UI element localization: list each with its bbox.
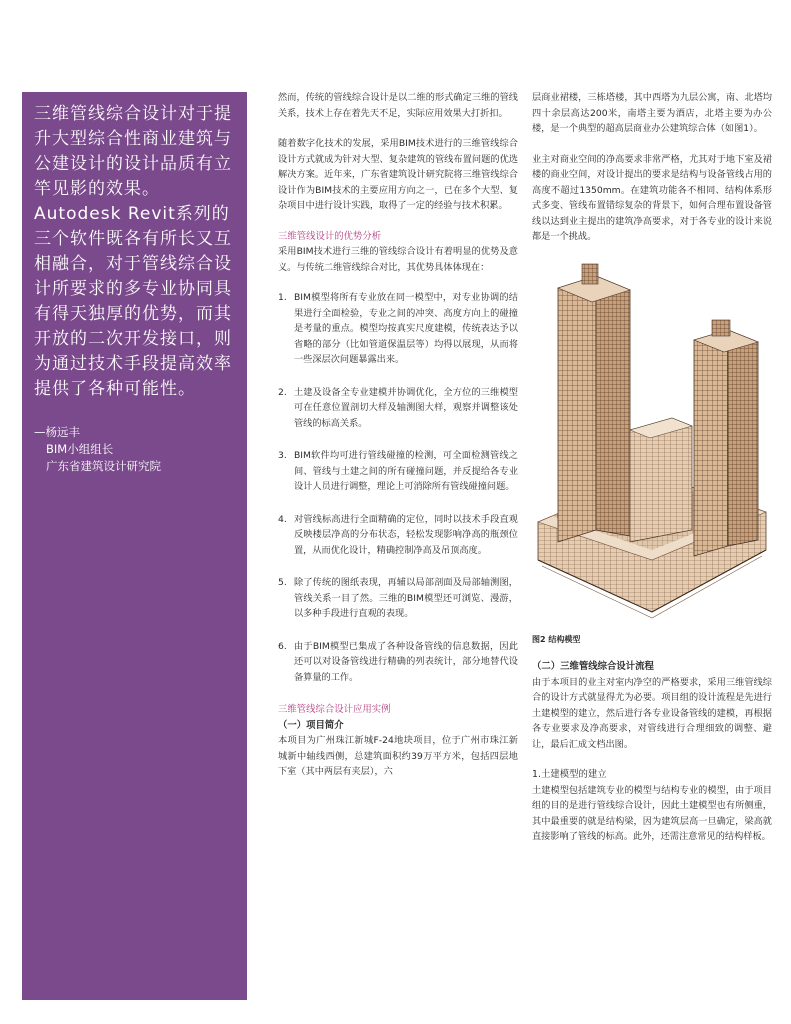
section-heading-advantages: 三维管线设计的优势分析 [278,230,382,242]
subheading-flow: （二）三维管线综合设计流程 [532,661,654,672]
building-structure-model-icon [532,260,772,628]
list-text: BIM模型将所有专业放在同一模型中，对专业协调的结果进行全面检验，专业之间的冲突、高度方向上的碰撞是考量的重点。模型均按真实尺度建模，传统表达予以省略的部分（比如管道保温层等）均得以展现，从而将一些深层次问题暴露出来。 [294,292,518,365]
list-text: BIM软件均可进行管线碰撞的检测，可全面检测管线之间、管线与土建之间的所有碰撞问题，并反提给各专业设计人员进行调整，理论上可消除所有管线碰撞问题。 [294,450,518,492]
paragraph: 土建模型包括建筑专业的模型与结构专业的模型，由于项目组的目的是进行管线综合设计，因此土建模型也有所侧重，其中最重要的就是结构梁，因为建筑层高一旦确定，梁高就直接影响了管线的标高。此外，还需注意常见的结构样板。 [532,784,772,842]
list-item [278,448,518,495]
paragraph: 本项目为广州珠江新城F-24地块项目，位于广州市珠江新城新中轴线西侧，总建筑面积约39万平方米，包括四层地下室（其中两层有夹层），六 [278,735,518,777]
list-number: 3. [278,450,287,461]
subheading-model: 1.土建模型的建立 [532,769,607,780]
list-text: 除了传统的图纸表现，再辅以局部剖面及局部轴测图，管线关系一目了然。三维的BIM模型还可浏览、漫游，以多种手段进行直观的表现。 [294,577,518,619]
figure-caption: 图2 结构模型 [532,634,581,644]
text-column-2 [532,90,772,845]
list-item [278,385,518,432]
building-structure-model-illustration [532,260,772,628]
advantages-list [278,290,518,685]
list-number: 2. [278,386,287,398]
list-text: 土建及设备全专业建模并协调优化，全方位的三维模型可在任意位置剖切大样及轴测图大样，观察并调整该处管线的标高关系。 [294,386,518,429]
list-number: 5. [278,577,287,588]
list-item [278,575,518,622]
list-item [278,290,518,368]
list-text: 对管线标高进行全面精确的定位，同时以技术手段直观反映楼层净高的分布状态，轻松发现影响净高的瓶颈位置，从而优化设计，精确控制净高及吊顶高度。 [294,513,518,556]
paragraph: 由于本项目的业主对室内净空的严格要求，采用三维管线综合的设计方式就显得尤为必要。项目组的设计流程是先进行土建模型的建立，然后进行各专业设备管线的建模，再根据各专业要求及净高要求，对管线进行合理细致的调整、避让，最后汇成文档出图。 [532,676,772,750]
paragraph: 采用BIM技术进行三维的管线综合设计有着明显的优势及意义。与传统二维管线综合对比，其优势具体体现在： [278,246,518,273]
list-item [278,639,518,686]
quote-author-org: 广东省建筑设计研究院 [46,459,161,473]
quote-sidebar [22,92,247,1000]
subheading-intro: （一）项目简介 [278,719,344,731]
quote-attribution [34,424,239,475]
section-heading-case: 三维管线综合设计应用实例 [278,704,391,715]
list-number: 1. [278,292,287,303]
list-number: 6. [278,640,287,652]
paragraph: 业主对商业空间的净高要求非常严格，尤其对于地下室及裙楼的商业空间，对设计提出的要求是结构与设备管线占用的高度不超过1350mm。在建筑功能各不相同、结构体系形式多变、管线布置错综复杂的背景下，如何合理布置设备管线以达到业主提出的建筑净高要求，对于各专业的设计来说都是一个挑战。 [532,153,772,242]
list-number: 4. [278,513,287,525]
quote-author: —杨远丰 [34,425,80,439]
paragraph: 随着数字化技术的发展，采用BIM技术进行的三维管线综合设计方式就成为针对大型、复杂建筑的管线布置问题的优选解决方案。近年来，广东省建筑设计研究院将三维管线综合设计作为BIM技术的主要应用方向之一，已在多个大型、复杂项目中进行设计实践，取得了一定的经验与技术积累。 [278,138,518,211]
pull-quote: 三维管线综合设计对于提升大型综合性商业建筑与公建设计的设计品质有立竿见影的效果。Autodesk Revit系列的三个软件既各有所长又互相融合，对于管线综合设计所要求的多专业协同具有得天独厚的优势，而其开放的二次开发接口，则为通过技术手段提高效率提供了各种可能性。 [34,104,232,399]
list-text: 由于BIM模型已集成了各种设备管线的信息数据，因此还可以对设备管线进行精确的列表统计，部分地替代设备算量的工作。 [294,640,518,683]
paragraph: 层商业裙楼，三栋塔楼，其中西塔为九层公寓，南、北塔均四十余层高达200米，南塔主要为酒店，北塔主要为办公楼，是一个典型的超高层商业办公建筑综合体（如图1）。 [532,92,772,134]
quote-author-role: BIM小组组长 [46,442,114,456]
list-item [278,512,518,559]
paragraph: 然而，传统的管线综合设计是以二维的形式确定三维的管线关系，技术上存在着先天不足，实际应用效果大打折扣。 [278,92,518,119]
text-column-1 [278,90,518,780]
